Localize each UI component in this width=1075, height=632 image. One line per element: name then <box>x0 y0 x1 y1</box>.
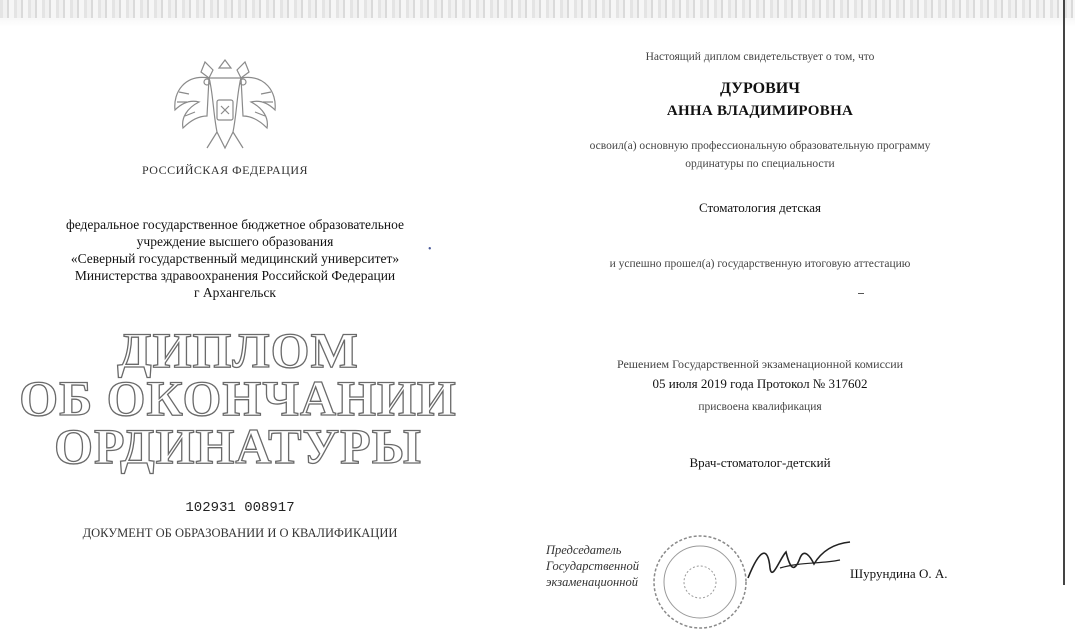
ink-mark-icon: • <box>428 244 432 255</box>
date-protocol: 05 июля 2019 года Протокол № 317602 <box>652 376 868 391</box>
diploma-title-line: ОРДИНАТУРЫ <box>54 418 422 474</box>
official-seal-icon <box>650 532 750 632</box>
institution-line: Министерства здравоохранения Российской Федерации <box>74 268 396 283</box>
chair-signer-name: Шурундина О. А. <box>850 566 948 581</box>
graduate-surname: ДУРОВИЧ <box>720 80 800 97</box>
serial-number: 102931 008917 <box>185 500 295 516</box>
signature-icon <box>740 538 855 586</box>
institution-line: федеральное государственное бюджетное образовательное <box>65 217 404 232</box>
certifies-intro: Настоящий диплом свидетельствует о том, что <box>645 51 875 63</box>
commission-decision: Решением Государственной экзаменационной комиссии <box>616 357 904 371</box>
institution-name <box>40 216 430 301</box>
qualification: Врач-стоматолог-детский <box>689 455 831 470</box>
diploma-title-line: ОБ ОКОНЧАНИИ <box>19 370 457 426</box>
page-edge-rule <box>1063 0 1065 585</box>
diploma-title-line: ДИПЛОМ <box>117 322 359 378</box>
commission-chair-title <box>546 542 639 590</box>
russian-coat-of-arms-icon <box>165 52 285 162</box>
attestation-text: и успешно прошел(а) государственную итоговую аттестацию <box>609 258 911 270</box>
divider <box>858 293 864 294</box>
institution-line: учреждение высшего образования <box>136 234 334 249</box>
document-type: ДОКУМЕНТ ОБ ОБРАЗОВАНИИ И О КВАЛИФИКАЦИИ <box>82 526 398 540</box>
diploma-right-page <box>500 0 1060 589</box>
institution-line: «Северный государственный медицинский университет» <box>70 251 400 266</box>
country-name: РОССИЙСКАЯ ФЕДЕРАЦИЯ <box>141 163 309 177</box>
program-text: освоил(а) основную профессиональную образовательную программу <box>589 140 931 152</box>
program-text: ординатуры по специальности <box>685 158 835 170</box>
diploma-left-page <box>0 0 500 585</box>
diploma-title <box>18 322 458 474</box>
specialty: Стоматология детская <box>698 200 822 215</box>
chair-line: Государственной <box>546 559 639 573</box>
institution-line: г Архангельск <box>194 285 276 300</box>
chair-line: Председатель <box>546 543 622 557</box>
graduate-name: АННА ВЛАДИМИРОВНА <box>666 103 854 119</box>
chair-line: экзаменационной <box>546 575 638 589</box>
qualification-assigned-text: присвоена квалификация <box>698 401 822 413</box>
